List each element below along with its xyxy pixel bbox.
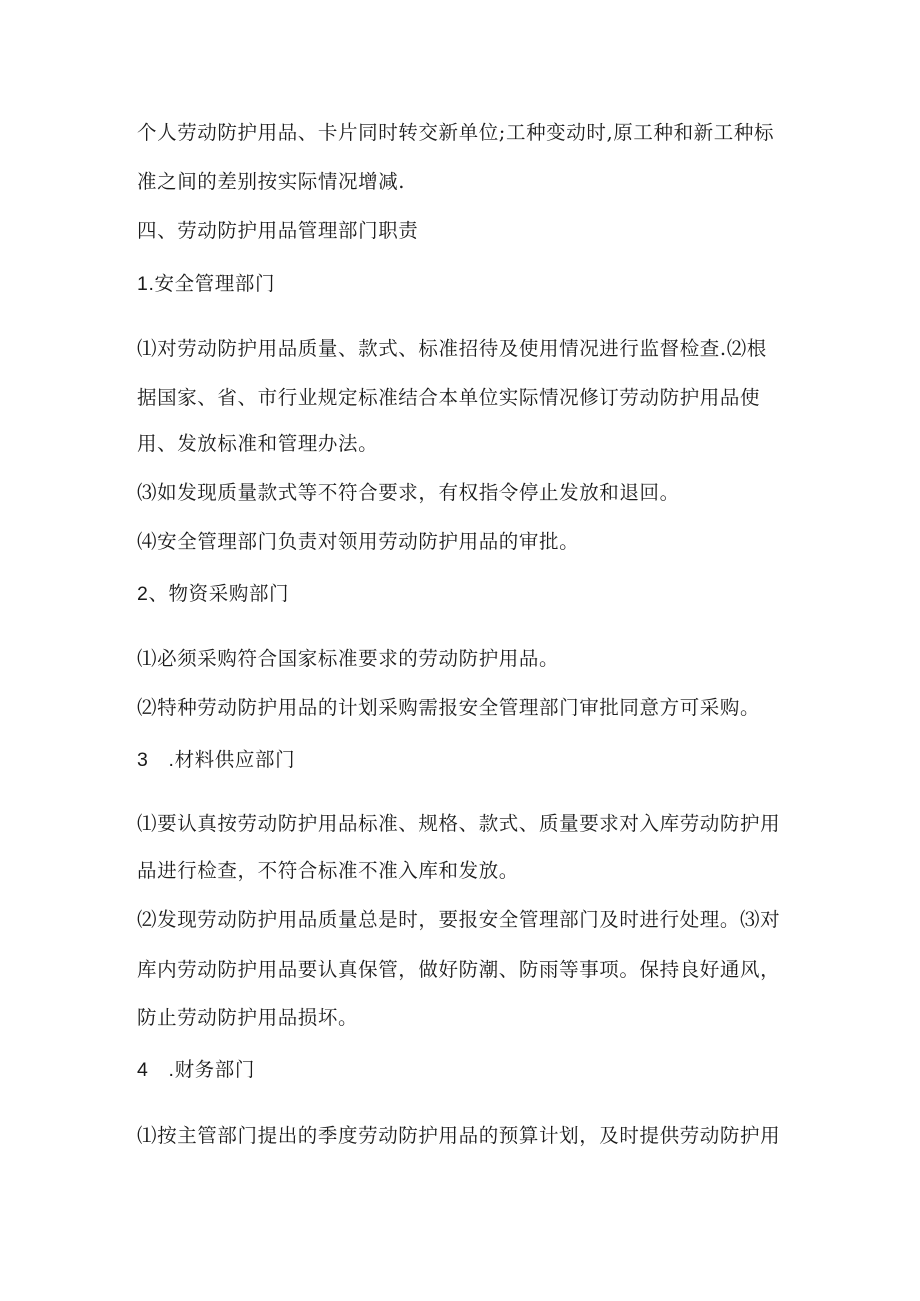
paragraph-line: 用、发放标准和管理办法。: [137, 432, 379, 455]
paragraph-line: 准之间的差别按实际情况增减.: [137, 170, 406, 193]
paragraph-line: ⑴按主管部门提出的季度劳动防护用品的预算计划，及时提供劳动防护用: [137, 1124, 781, 1147]
paragraph-line: ⑴必须采购符合国家标准要求的劳动防护用品。: [137, 647, 560, 670]
subsection-heading: 1.安全管理部门: [137, 273, 276, 295]
paragraph-line: 库内劳动防护用品要认真保管，做好防潮、防雨等事项。保持良好通风，: [137, 958, 781, 981]
subsection-heading: 2、物资采购部门: [137, 583, 290, 605]
paragraph-line: 据国家、省、市行业规定标准结合本单位实际情况修订劳动防护用品使: [137, 386, 761, 409]
paragraph-line: ⑵发现劳动防护用品质量总是时，要报安全管理部门及时进行处理。⑶对: [137, 908, 781, 931]
subsection-heading: 3 .材料供应部门: [137, 749, 296, 771]
paragraph-line: ⑴要认真按劳动防护用品标准、规格、款式、质量要求对入库劳动防护用: [137, 812, 781, 835]
paragraph-line: ⑴对劳动防护用品质量、款式、标准招待及使用情况进行监督检查.⑵根: [137, 337, 767, 360]
paragraph-line: 个人劳动防护用品、卡片同时转交新单位;工种变动时,原工种和新工种标: [137, 121, 775, 144]
paragraph-line: ⑵特种劳动防护用品的计划采购需报安全管理部门审批同意方可采购。: [137, 696, 761, 719]
paragraph-line: 防止劳动防护用品损坏。: [137, 1006, 359, 1029]
paragraph-line: ⑷安全管理部门负责对领用劳动防护用品的审批。: [137, 530, 580, 553]
subsection-heading: 4 .财务部门: [137, 1059, 255, 1081]
paragraph-line: ⑶如发现质量款式等不符合要求，有权指令停止发放和退回。: [137, 481, 680, 504]
section-heading: 四、劳动防护用品管理部门职责: [137, 220, 419, 242]
paragraph-line: 品进行检查，不符合标准不准入库和发放。: [137, 859, 519, 882]
